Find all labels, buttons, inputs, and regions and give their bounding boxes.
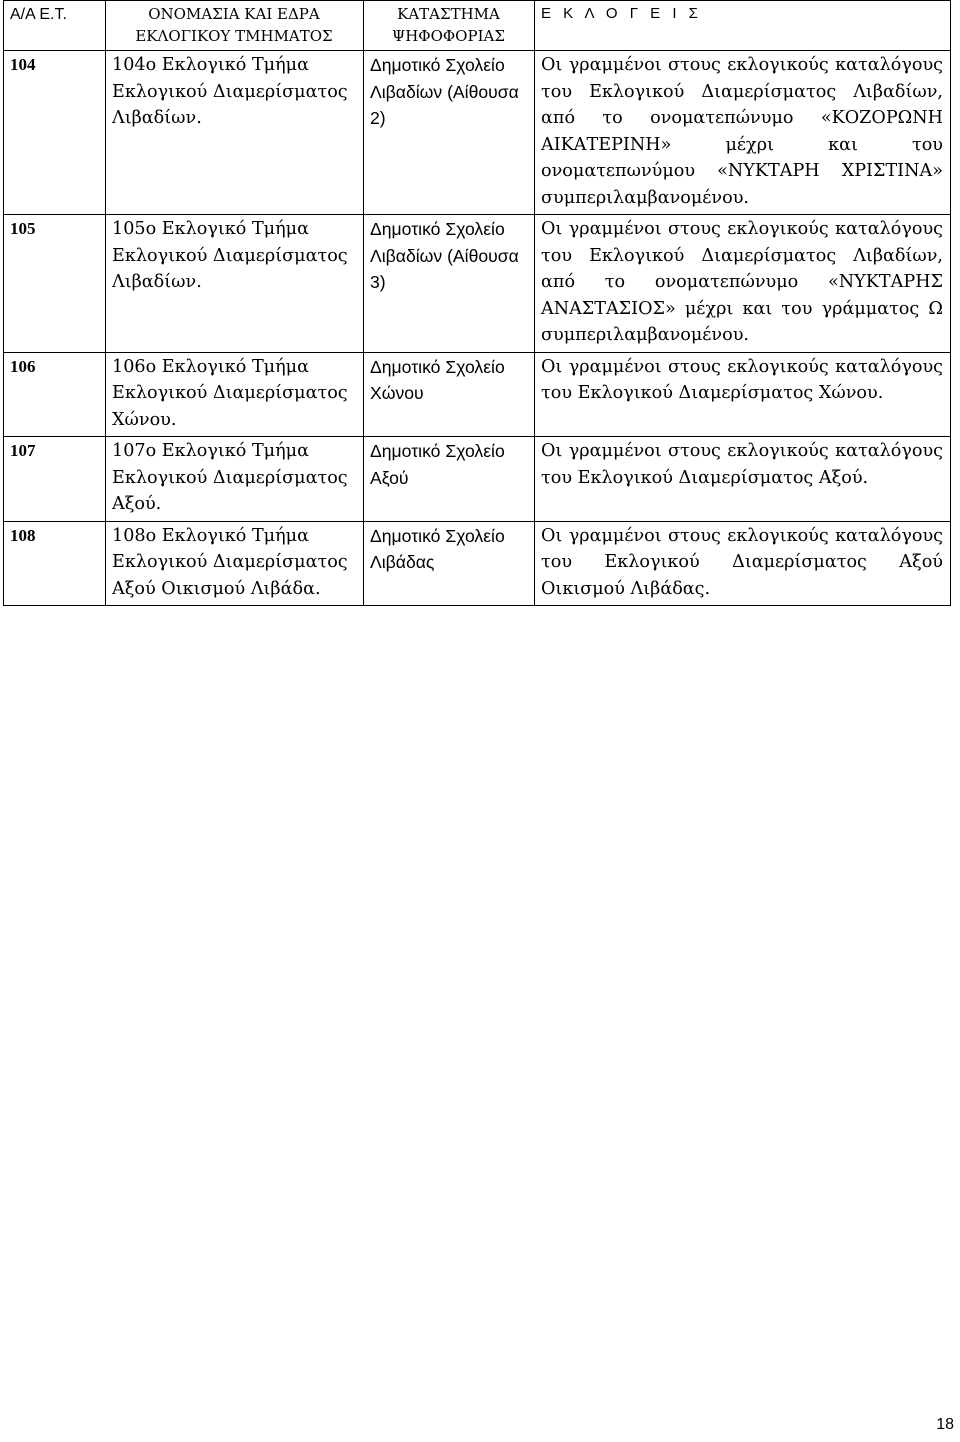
table-row xyxy=(4,437,951,522)
row-polling-station: Δημοτικό Σχολείο Αξού xyxy=(364,437,535,522)
table-row xyxy=(4,215,951,353)
row-aa: 108 xyxy=(4,521,106,606)
table-row xyxy=(4,352,951,437)
row-aa: 106 xyxy=(4,352,106,437)
row-electors: Οι γραμμένοι στους εκλογικούς καταλόγους του Εκλογικού Διαμερίσματος Λιβαδίων, από το ονοματεπώνυμο «ΚΟΖΟΡΩΝΗ ΑΙΚΑΤΕΡΙΝΗ» μέχρι και του ονοματεπωνύμου «ΝΥΚΤΑΡΗ ΧΡΙΣΤΙΝΑ» συμπεριλαμβανομένου. xyxy=(535,51,951,215)
row-aa: 104 xyxy=(4,51,106,215)
table-row xyxy=(4,521,951,606)
row-section-name: 108ο Εκλογικό Τμήμα Εκλογικού Διαμερίσματος Αξού Οικισμού Λιβάδα. xyxy=(106,521,364,606)
row-aa: 107 xyxy=(4,437,106,522)
polling-stations-table xyxy=(3,0,951,606)
row-electors: Οι γραμμένοι στους εκλογικούς καταλόγους του Εκλογικού Διαμερίσματος Χώνου. xyxy=(535,352,951,437)
row-electors: Οι γραμμένοι στους εκλογικούς καταλόγους του Εκλογικού Διαμερίσματος Λιβαδίων, από το ονοματεπώνυμο «ΝΥΚΤΑΡΗΣ ΑΝΑΣΤΑΣΙΟΣ» μέχρι και του γράμματος Ω συμπεριλαμβανομένου. xyxy=(535,215,951,353)
header-station: ΚΑΤΑΣΤΗΜΑ ΨΗΦΟΦΟΡΙΑΣ xyxy=(364,1,535,51)
row-section-name: 107ο Εκλογικό Τμήμα Εκλογικού Διαμερίσματος Αξού. xyxy=(106,437,364,522)
row-polling-station: Δημοτικό Σχολείο Λιβαδίων (Αίθουσα 3) xyxy=(364,215,535,353)
row-section-name: 104ο Εκλογικό Τμήμα Εκλογικού Διαμερίσματος Λιβαδίων. xyxy=(106,51,364,215)
page-number: 18 xyxy=(936,1416,954,1433)
row-polling-station: Δημοτικό Σχολείο Λιβαδίων (Αίθουσα 2) xyxy=(364,51,535,215)
row-section-name: 105ο Εκλογικό Τμήμα Εκλογικού Διαμερίσματος Λιβαδίων. xyxy=(106,215,364,353)
header-elections: Ε Κ Λ Ο Γ Ε Ι Σ xyxy=(535,1,951,51)
row-electors: Οι γραμμένοι στους εκλογικούς καταλόγους του Εκλογικού Διαμερίσματος Αξού Οικισμού Λιβάδας. xyxy=(535,521,951,606)
table-header-row xyxy=(4,1,951,51)
row-polling-station: Δημοτικό Σχολείο Λιβάδας xyxy=(364,521,535,606)
header-name: ΟΝΟΜΑΣΙΑ ΚΑΙ ΕΔΡΑ ΕΚΛΟΓΙΚΟΥ ΤΜΗΜΑΤΟΣ xyxy=(106,1,364,51)
row-aa: 105 xyxy=(4,215,106,353)
row-section-name: 106ο Εκλογικό Τμήμα Εκλογικού Διαμερίσματος Χώνου. xyxy=(106,352,364,437)
row-electors: Οι γραμμένοι στους εκλογικούς καταλόγους του Εκλογικού Διαμερίσματος Αξού. xyxy=(535,437,951,522)
row-polling-station: Δημοτικό Σχολείο Χώνου xyxy=(364,352,535,437)
header-aa: Α/Α Ε.Τ. xyxy=(4,1,106,51)
table-row xyxy=(4,51,951,215)
